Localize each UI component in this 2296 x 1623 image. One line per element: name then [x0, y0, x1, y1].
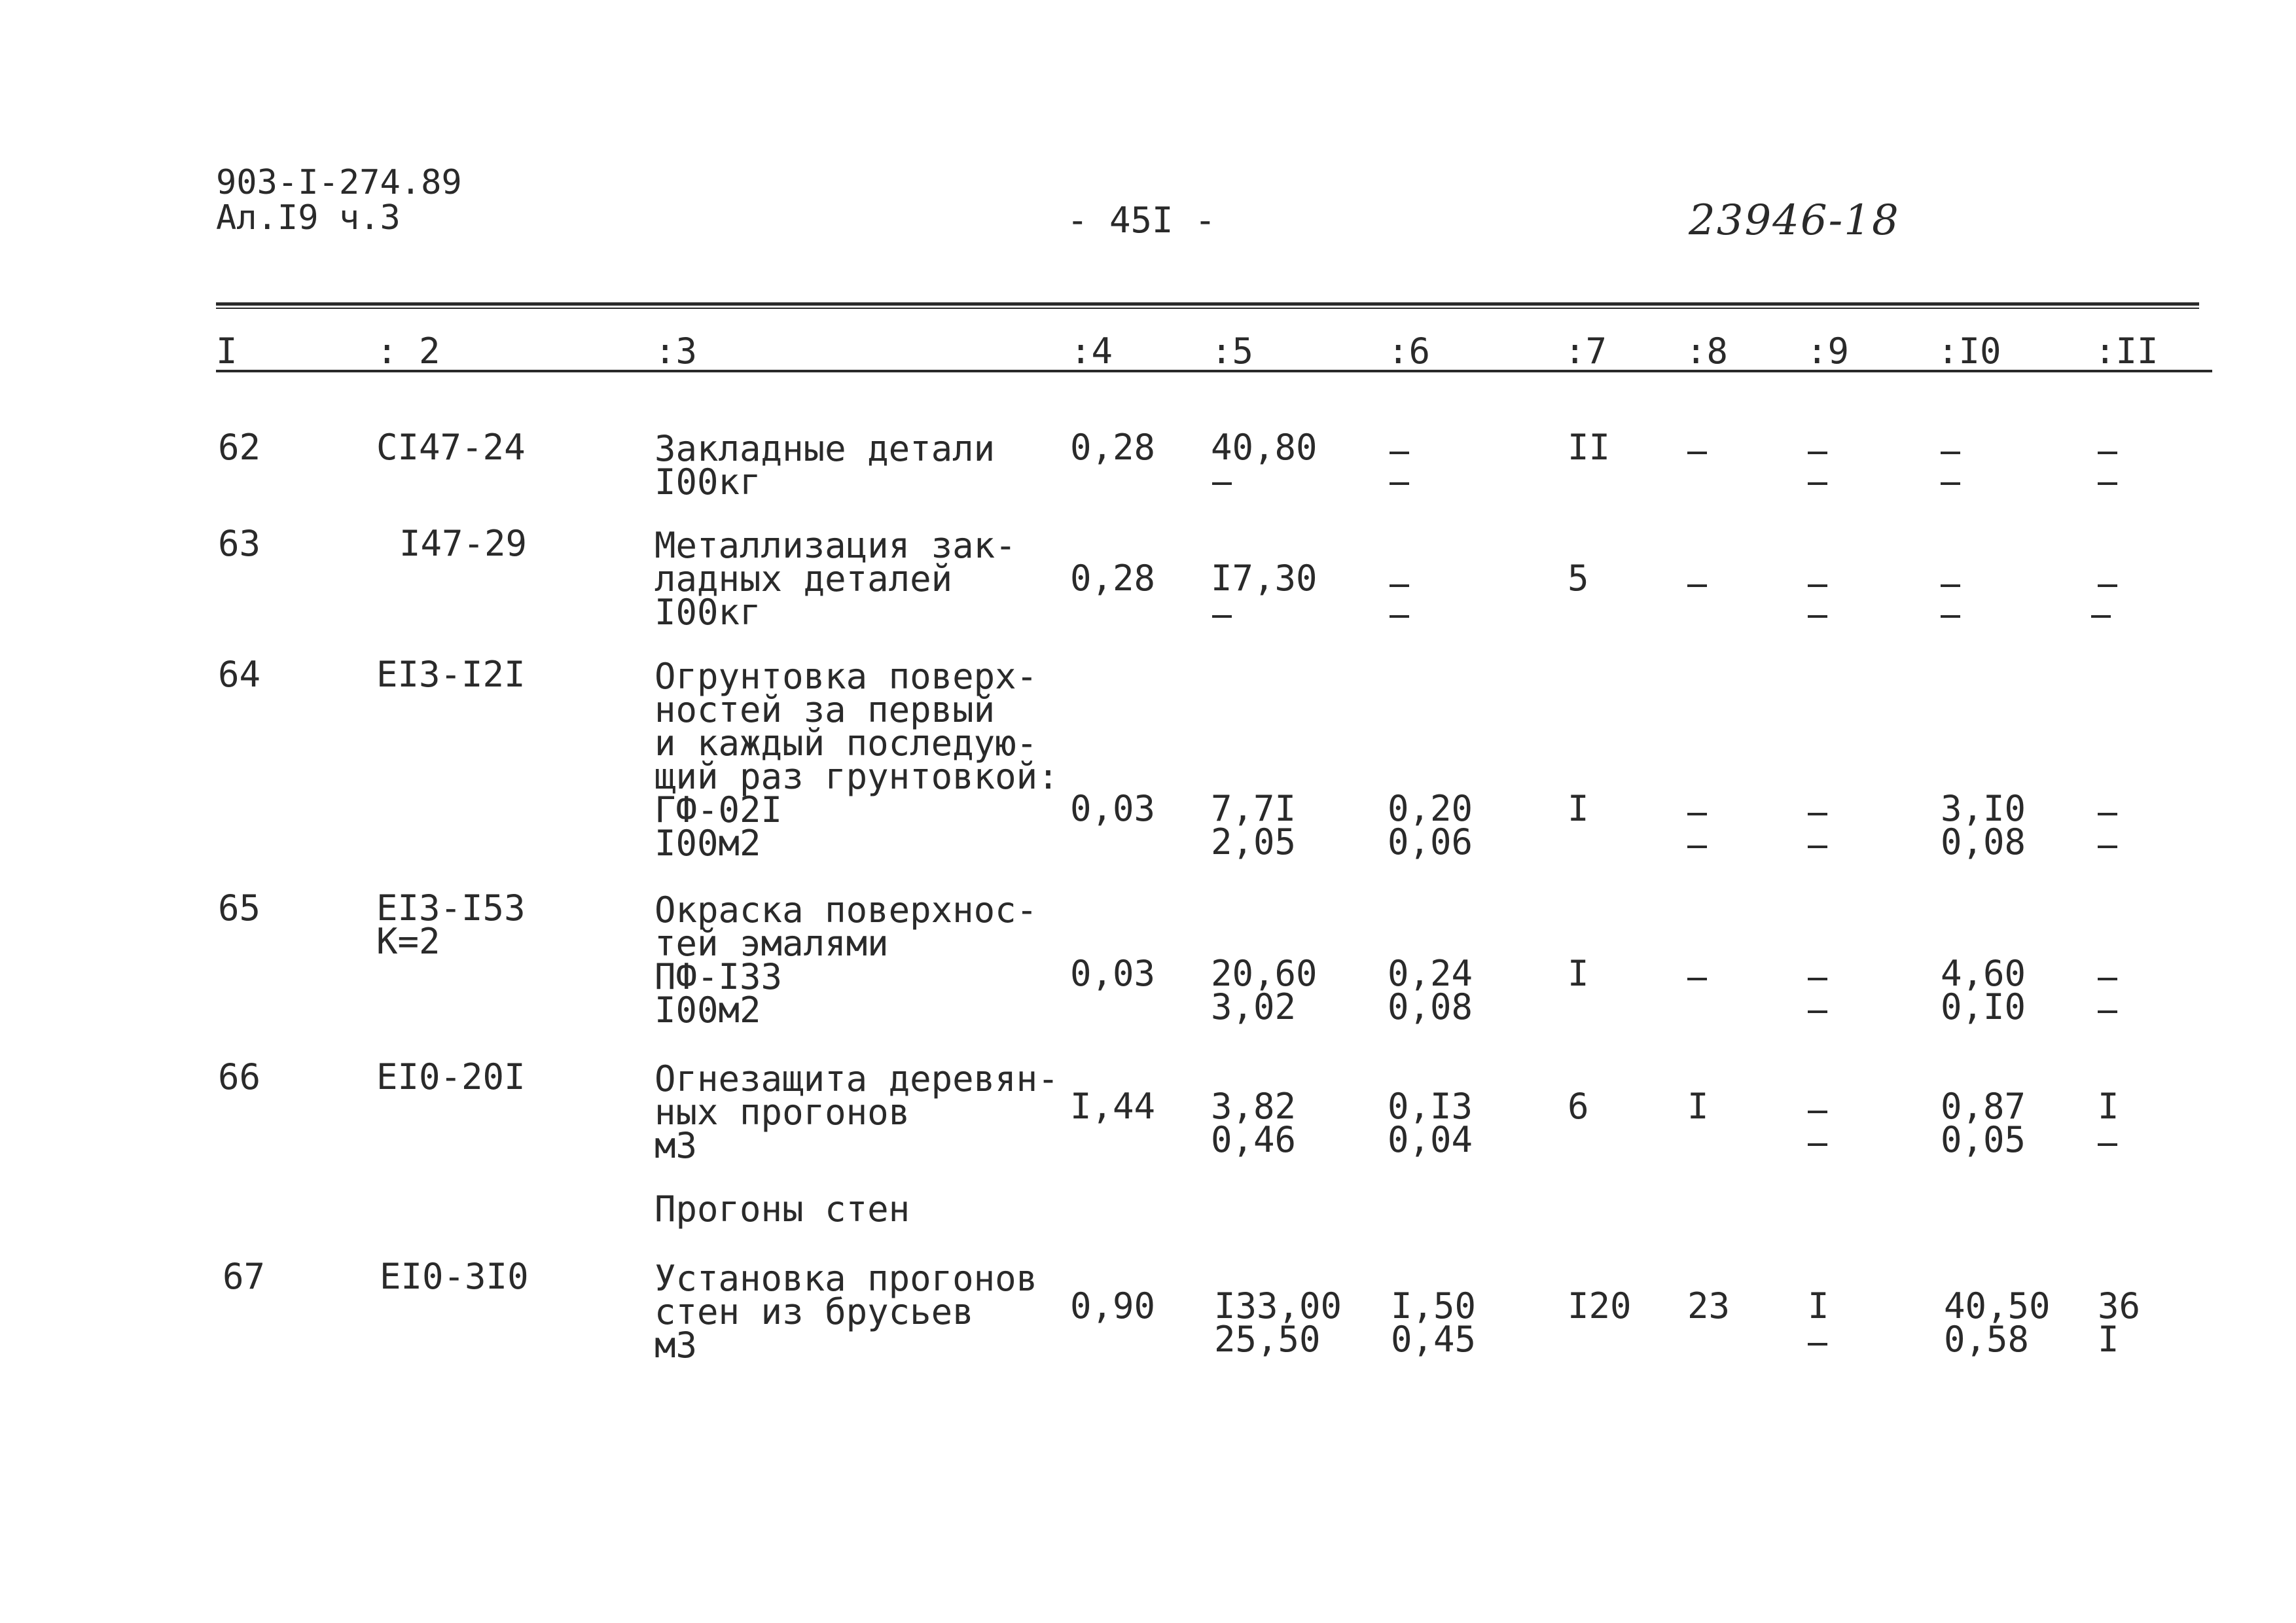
- sheet-label: Ал.I9 ч.3: [216, 198, 401, 238]
- work-description: Огнезащита деревян- ных прогонов м3: [655, 1058, 1059, 1166]
- empty-dash: [1941, 482, 1960, 485]
- col11-value: 36 I: [2098, 1285, 2141, 1360]
- col-header-2: : 2: [376, 330, 440, 372]
- work-description: Окраска поверхнос- тей эмалями ПФ-I33 I00м2: [655, 889, 1038, 1031]
- col10-value: 4,60 0,I0: [1941, 953, 2026, 1027]
- row-number: 62: [218, 427, 261, 468]
- cost-value: 20,60 3,02: [1211, 953, 1318, 1027]
- empty-dash: [1687, 584, 1707, 587]
- cost-value: 7,7I 2,05: [1211, 788, 1297, 863]
- work-description: Огрунтовка поверх- ностей за первый и каждый последую- щий раз грунтовкой: ГФ-02I I00м2: [655, 656, 1059, 864]
- empty-dash: [2091, 615, 2111, 618]
- empty-dash: [1390, 452, 1409, 454]
- cost-value: 40,80: [1211, 427, 1318, 468]
- col7-value: I: [1568, 788, 1589, 829]
- empty-dash: [2098, 1010, 2117, 1013]
- empty-dash: [2098, 1143, 2117, 1146]
- col-header-11: :II: [2094, 330, 2159, 372]
- empty-dash: [1808, 1111, 1827, 1113]
- empty-dash: [2098, 482, 2117, 485]
- col-header-10: :I0: [1937, 330, 2001, 372]
- top-double-rule: [216, 302, 2199, 306]
- col-header-3: :3: [655, 330, 698, 372]
- empty-dash: [1390, 482, 1409, 485]
- norm-code: CI47-24: [376, 427, 526, 468]
- quantity: 0,03: [1070, 788, 1156, 829]
- empty-dash: [1808, 1010, 1827, 1013]
- col7-value: I: [1568, 953, 1589, 994]
- cost-value: 3,82 0,46: [1211, 1086, 1297, 1160]
- empty-dash: [1808, 1343, 1827, 1346]
- col6-value: 0,I3 0,04: [1388, 1086, 1473, 1160]
- work-description: Установка прогонов стен из брусьев м3: [655, 1258, 1038, 1366]
- empty-dash: [1687, 846, 1707, 848]
- col6-value: 0,24 0,08: [1388, 953, 1473, 1027]
- quantity: 0,28: [1070, 558, 1156, 599]
- empty-dash: [1390, 615, 1409, 618]
- empty-dash: [1941, 452, 1960, 454]
- col10-value: 0,87 0,05: [1941, 1086, 2026, 1160]
- col10-value: 40,50 0,58: [1944, 1285, 2051, 1360]
- col-header-9: :9: [1806, 330, 1850, 372]
- quantity: I,44: [1070, 1086, 1156, 1127]
- empty-dash: [1687, 978, 1707, 980]
- cost-value: I7,30: [1211, 558, 1318, 599]
- col-header-5: :5: [1211, 330, 1254, 372]
- col11-value: I: [2098, 1086, 2119, 1127]
- empty-dash: [2098, 584, 2117, 587]
- col-header-6: :6: [1388, 330, 1431, 372]
- work-description: Металлизация зак- ладных деталей I00кг: [655, 525, 1016, 633]
- empty-dash: [2098, 813, 2117, 815]
- quantity: 0,90: [1070, 1285, 1156, 1327]
- work-description: Закладные детали I00кг: [655, 428, 996, 503]
- row-number: 65: [218, 887, 261, 929]
- empty-dash: [1808, 482, 1827, 485]
- norm-code: EI0-3I0: [380, 1256, 529, 1297]
- col-header-1: I: [216, 330, 238, 372]
- section-title: Прогоны стен: [655, 1188, 910, 1230]
- empty-dash: [1808, 846, 1827, 848]
- empty-dash: [2098, 846, 2117, 848]
- col-header-8: :8: [1685, 330, 1729, 372]
- empty-dash: [1687, 452, 1707, 454]
- empty-dash: [1808, 452, 1827, 454]
- col6-value: 0,20 0,06: [1388, 788, 1473, 863]
- empty-dash: [1808, 615, 1827, 618]
- col7-value: I20: [1568, 1285, 1632, 1327]
- empty-dash: [1808, 813, 1827, 815]
- document-code: 903-I-274.89: [216, 163, 462, 202]
- col8-value: 23: [1687, 1285, 1731, 1327]
- norm-code: EI3-I53 К=2: [376, 887, 526, 962]
- empty-dash: [1808, 1143, 1827, 1146]
- norm-code: EI3-I2I: [376, 654, 526, 695]
- norm-code: I47-29: [399, 523, 528, 564]
- col6-value: I,50 0,45: [1391, 1285, 1477, 1360]
- top-double-rule-thin: [216, 308, 2199, 309]
- empty-dash: [1941, 584, 1960, 587]
- empty-dash: [1212, 482, 1232, 485]
- col-header-7: :7: [1564, 330, 1607, 372]
- empty-dash: [2098, 452, 2117, 454]
- empty-dash: [1941, 615, 1960, 618]
- empty-dash: [1687, 813, 1707, 815]
- quantity: 0,03: [1070, 953, 1156, 994]
- row-number: 67: [223, 1256, 266, 1297]
- cost-value: I33,00 25,50: [1214, 1285, 1342, 1360]
- col7-value: II: [1568, 427, 1611, 468]
- empty-dash: [1212, 615, 1232, 618]
- col7-value: 6: [1568, 1086, 1589, 1127]
- row-number: 66: [218, 1056, 261, 1097]
- col9-value: I: [1808, 1285, 1829, 1327]
- col8-value: I: [1687, 1086, 1709, 1127]
- col10-value: 3,I0 0,08: [1941, 788, 2026, 863]
- handwritten-number: 23946-18: [1689, 196, 1900, 245]
- row-number: 64: [218, 654, 261, 695]
- empty-dash: [1808, 584, 1827, 587]
- empty-dash: [1390, 584, 1409, 587]
- row-number: 63: [218, 523, 261, 564]
- col-header-4: :4: [1070, 330, 1113, 372]
- norm-code: EI0-20I: [376, 1056, 526, 1097]
- quantity: 0,28: [1070, 427, 1156, 468]
- empty-dash: [2098, 978, 2117, 980]
- empty-dash: [1808, 978, 1827, 980]
- page-number: - 45I -: [1067, 200, 1216, 241]
- col7-value: 5: [1568, 558, 1589, 599]
